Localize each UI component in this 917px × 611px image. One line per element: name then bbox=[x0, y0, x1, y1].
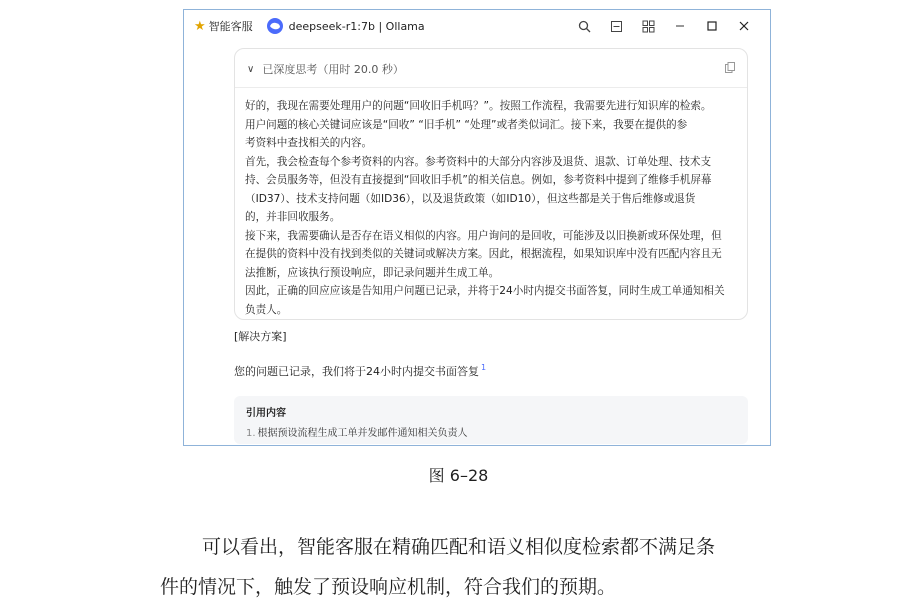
divider bbox=[235, 87, 747, 88]
app-title[interactable] bbox=[194, 18, 253, 34]
reference-text: 根据预设流程生成工单并发邮件通知相关负责人 bbox=[257, 428, 468, 439]
solution-label: [解决方案] bbox=[234, 330, 287, 343]
chevron-down-icon: ∨ bbox=[247, 63, 255, 75]
thinking-header: 已深度思考（用时 20.0 秒） bbox=[262, 63, 404, 76]
thinking-line: 在提供的资料中没有找到类似的关键词或解决方案。因此，根据流程，如果知识库中没有匹配内容且无 bbox=[245, 248, 722, 260]
answer-text bbox=[234, 363, 486, 379]
reference-number: 1. bbox=[246, 428, 256, 439]
reference-item[interactable] bbox=[246, 424, 736, 439]
paragraph-line: 可以看出，智能客服在精确匹配和语义相似度检索都不满足条 bbox=[202, 536, 716, 558]
thinking-line: 首先，我会检查每个参考资料的内容。参考资料中的大部分内容涉及退货、退款、订单处理、技术支 bbox=[245, 155, 712, 168]
citation-marker[interactable]: 1 bbox=[481, 363, 487, 373]
grid-icon[interactable] bbox=[632, 14, 664, 38]
minimize-icon[interactable] bbox=[664, 14, 696, 38]
references-title: 引用内容 bbox=[246, 408, 286, 419]
app-name: 智能客服 bbox=[208, 20, 253, 33]
fit-icon[interactable] bbox=[600, 14, 632, 38]
thinking-panel bbox=[234, 48, 748, 320]
thinking-line: 的，并非回收服务。 bbox=[245, 211, 341, 223]
references-box bbox=[234, 396, 748, 444]
thinking-line: 持、会员服务等，但没有直接提到“回收旧手机”的相关信息。例如，参考资料中提到了维修手机屏幕 bbox=[245, 174, 712, 186]
model-name: deepseek-r1:7b | Ollama bbox=[288, 19, 425, 33]
star-icon: ★ bbox=[194, 18, 206, 34]
thinking-line: 接下来，我需要确认是否存在语义相似的内容。用户询问的是回收，可能涉及以旧换新或环保处理，但 bbox=[245, 229, 722, 242]
maximize-icon[interactable] bbox=[696, 14, 728, 38]
close-icon[interactable] bbox=[728, 14, 760, 38]
thinking-line: 因此，正确的回应应该是告知用户问题已记录，并将于24小时内提交书面答复，同时生成工单通知相关 bbox=[245, 285, 725, 297]
search-icon[interactable] bbox=[568, 14, 600, 38]
thinking-line: 好的，我现在需要处理用户的问题“回收旧手机吗？”。按照工作流程，我需要先进行知识库的检索。 bbox=[245, 100, 712, 112]
answer-body: 您的问题已记录，我们将于24小时内提交书面答复 bbox=[234, 365, 479, 378]
paragraph-line: 件的情况下，触发了预设响应机制，符合我们的预期。 bbox=[160, 576, 617, 598]
thinking-line: （ID37）、技术支持问题（如ID36），以及退货政策（如ID10），但这些都是关于售后维修或退货 bbox=[245, 192, 696, 205]
thinking-line: 负责人。 bbox=[245, 303, 288, 316]
thinking-toggle[interactable] bbox=[247, 60, 735, 78]
model-selector[interactable] bbox=[267, 18, 425, 34]
app-screenshot bbox=[183, 9, 771, 446]
whale-logo-icon bbox=[267, 18, 283, 34]
title-bar bbox=[184, 10, 770, 42]
window-controls bbox=[568, 10, 760, 42]
body-paragraph bbox=[160, 527, 800, 607]
thinking-line: 考资料中查找相关的内容。 bbox=[245, 137, 373, 149]
copy-icon[interactable] bbox=[725, 62, 735, 73]
figure-caption: 图 6–28 bbox=[428, 466, 489, 485]
thinking-text bbox=[245, 97, 737, 319]
thinking-line: 法推断，应该执行预设响应，即记录问题并生成工单。 bbox=[245, 266, 500, 279]
thinking-line: 用户问题的核心关键词应该是“回收” “旧手机” “处理”或者类似词汇。接下来，我要在提供的参 bbox=[245, 118, 688, 131]
